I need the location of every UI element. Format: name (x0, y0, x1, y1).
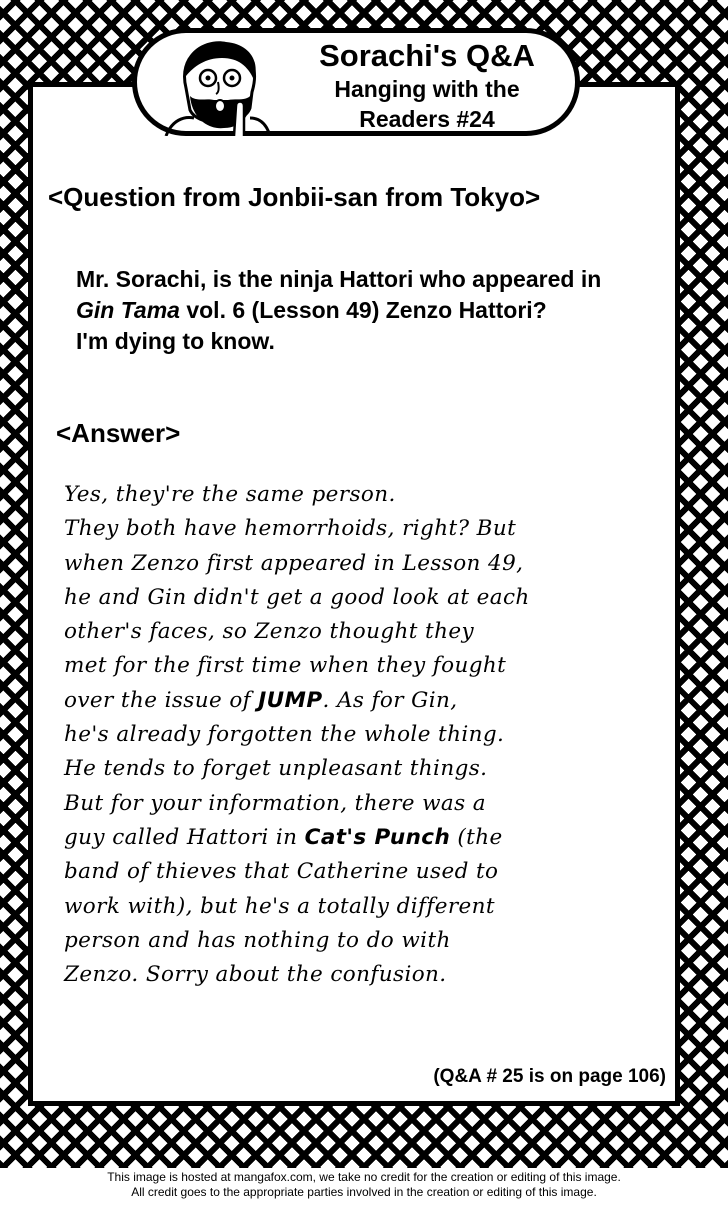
header-title: Sorachi's Q&A (319, 38, 535, 73)
credit-line-1: This image is hosted at mangafox.com, we take no credit for the creation or editing of this image. (107, 1170, 621, 1184)
question-heading: <Question from Jonbii-san from Tokyo> (48, 182, 541, 212)
next-qa-note: (Q&A # 25 is on page 106) (433, 1066, 666, 1087)
answer-line: work with), but he's a totally different (64, 893, 495, 919)
answer-text (64, 478, 654, 992)
answer-line: he's already forgotten the whole thing. (64, 722, 505, 748)
jump-title: JUMP (258, 687, 323, 713)
answer-line-part: guy called Hattori in (64, 824, 305, 850)
answer-line: Yes, they're the same person. (64, 482, 396, 507)
answer-line: They both have hemorrhoids, right? But (64, 516, 517, 542)
answer-heading: <Answer> (56, 418, 181, 448)
answer-line: person and has nothing to do with (64, 927, 451, 953)
answer-line: Zenzo. Sorry about the confusion. (64, 962, 447, 988)
manga-title: Gin Tama (76, 297, 180, 323)
question-line-2-rest: vol. 6 (Lesson 49) Zenzo Hattori? (179, 297, 547, 323)
answer-line: met for the first time when they fought (64, 653, 507, 679)
credit-line-2: All credit goes to the appropriate parties involved in the creation or editing of this image. (131, 1185, 597, 1199)
question-line-2 (76, 295, 656, 326)
cats-punch-title: Cat's Punch (304, 824, 451, 850)
answer-line (64, 821, 654, 855)
header-subtitle-line-1: Hanging with the (334, 76, 520, 102)
answer-line: when Zenzo first appeared in Lesson 49, (64, 550, 524, 576)
answer-line: band of thieves that Catherine used to (64, 859, 499, 885)
answer-line (64, 684, 654, 718)
answer-line-part: (the (450, 824, 503, 850)
header-subtitle-line-2: Readers #24 (359, 106, 495, 132)
answer-line: But for your information, there was a (64, 790, 487, 816)
answer-line-part: . As for Gin, (322, 687, 458, 713)
question-line-1: Mr. Sorachi, is the ninja Hattori who appeared in (76, 266, 602, 292)
question-text (76, 264, 656, 357)
answer-line: other's faces, so Zenzo thought they (64, 619, 474, 645)
answer-line: he and Gin didn't get a good look at each (64, 584, 530, 610)
answer-line: He tends to forget unpleasant things. (64, 756, 488, 782)
author-caricature-icon (164, 36, 272, 136)
answer-line-part: over the issue of (64, 687, 259, 713)
hosting-credit (0, 1170, 728, 1200)
question-line-3: I'm dying to know. (76, 328, 275, 354)
